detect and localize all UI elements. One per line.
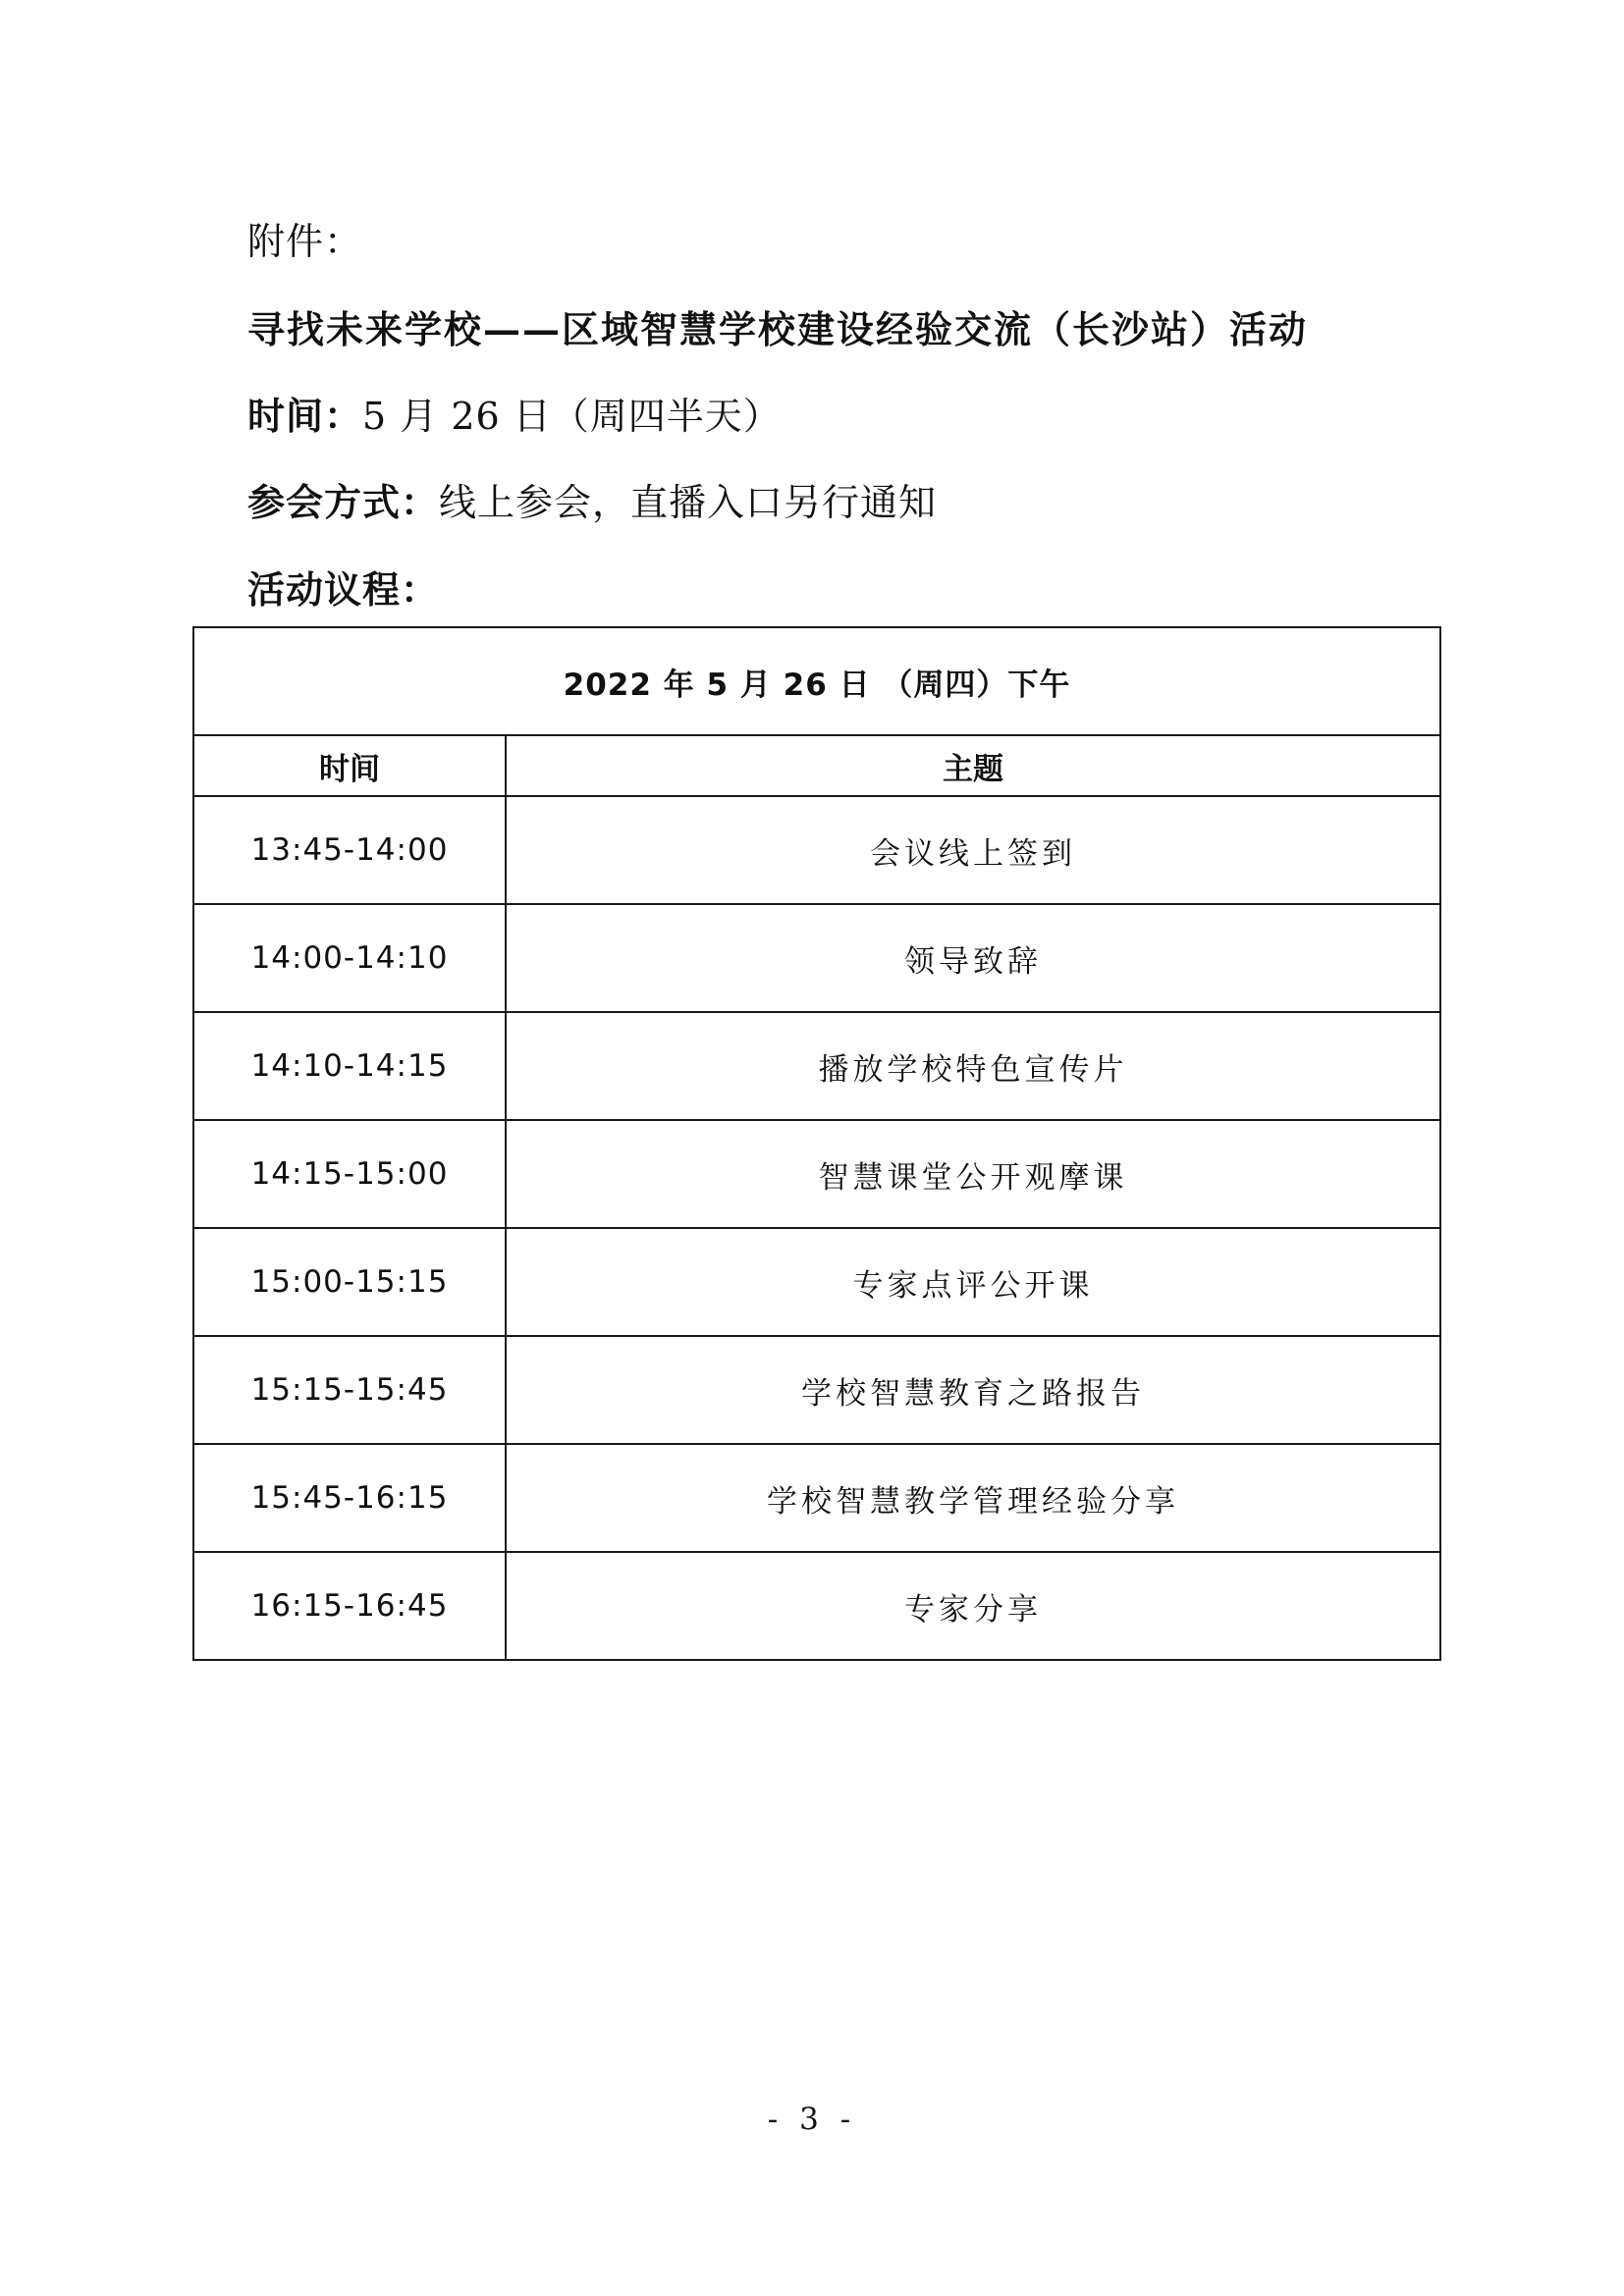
agenda-table xyxy=(192,626,1441,1661)
attachment-label: 附件： xyxy=(247,220,363,263)
agenda-date-heading: 2022 年 5 月 26 日 （周四）下午 xyxy=(193,627,1440,735)
attendance-value: 线上参会，直播入口另行通知 xyxy=(439,481,938,524)
table-row xyxy=(193,796,1440,904)
row-topic: 专家分享 xyxy=(506,1552,1440,1660)
event-time-value: 5 月 26 日（周四半天） xyxy=(362,395,782,438)
row-time: 14:00-14:10 xyxy=(193,904,506,1012)
row-topic: 学校智慧教学管理经验分享 xyxy=(506,1444,1440,1552)
attendance-method xyxy=(247,472,937,526)
row-time: 15:15-15:45 xyxy=(193,1336,506,1444)
table-row xyxy=(193,1228,1440,1336)
row-topic: 会议线上签到 xyxy=(506,796,1440,904)
event-title: 寻找未来学校——区域智慧学校建设经验交流（长沙站）活动 xyxy=(247,307,1309,351)
event-time-label: 时间： xyxy=(247,394,363,438)
table-row xyxy=(193,1120,1440,1228)
row-topic: 专家点评公开课 xyxy=(506,1228,1440,1336)
row-time: 15:45-16:15 xyxy=(193,1444,506,1552)
column-header-topic: 主题 xyxy=(506,735,1440,796)
row-time: 15:00-15:15 xyxy=(193,1228,506,1336)
agenda-label: 活动议程： xyxy=(247,567,440,612)
row-time: 16:15-16:45 xyxy=(193,1552,506,1660)
agenda-column-header-row xyxy=(193,735,1440,796)
table-row xyxy=(193,1012,1440,1120)
row-topic: 领导致辞 xyxy=(506,904,1440,1012)
table-row xyxy=(193,1552,1440,1660)
row-topic: 智慧课堂公开观摩课 xyxy=(506,1120,1440,1228)
page-number: - 3 - xyxy=(767,2102,857,2137)
agenda-heading-row xyxy=(193,627,1440,735)
table-row xyxy=(193,1444,1440,1552)
row-topic: 播放学校特色宣传片 xyxy=(506,1012,1440,1120)
table-row xyxy=(193,904,1440,1012)
row-topic: 学校智慧教育之路报告 xyxy=(506,1336,1440,1444)
attendance-label: 参会方式： xyxy=(247,480,440,524)
event-time xyxy=(247,386,782,440)
table-row xyxy=(193,1336,1440,1444)
row-time: 14:15-15:00 xyxy=(193,1120,506,1228)
column-header-time: 时间 xyxy=(193,735,506,796)
row-time: 13:45-14:00 xyxy=(193,796,506,904)
row-time: 14:10-14:15 xyxy=(193,1012,506,1120)
